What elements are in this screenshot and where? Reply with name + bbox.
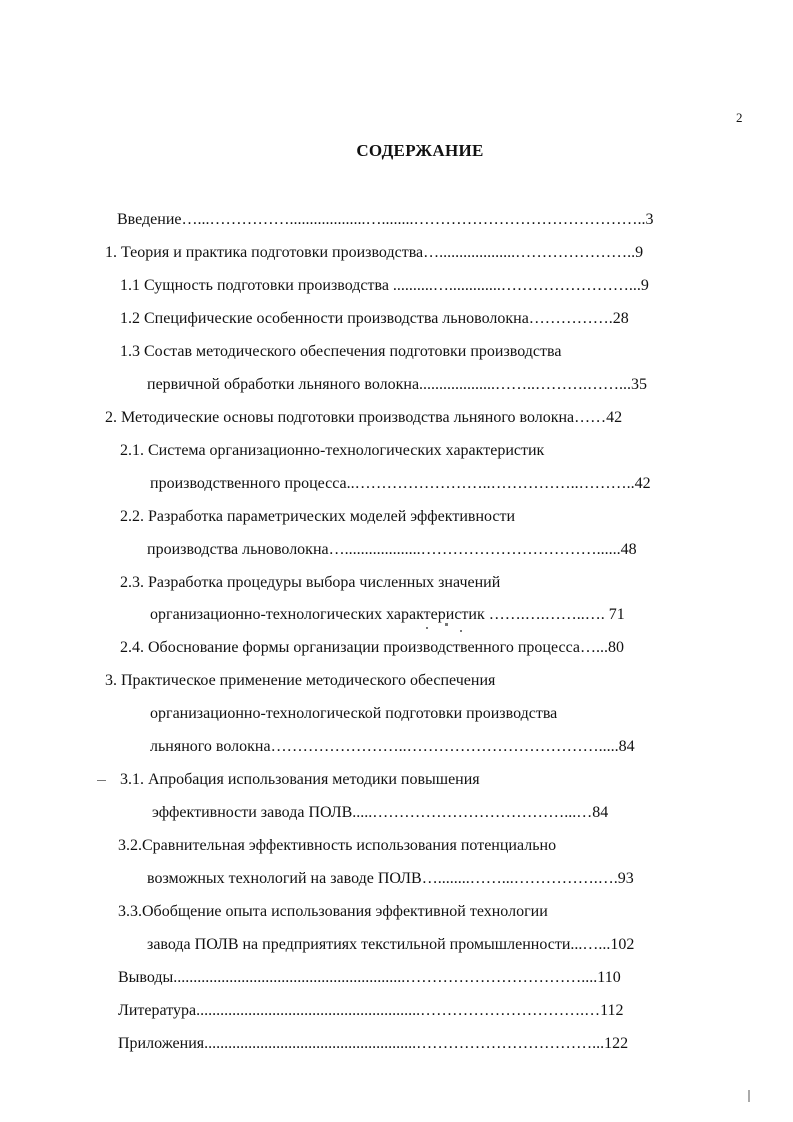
toc-entry-section-1-1: 1.1 Сущность подготовки производства ..........….............……………………...9: [120, 277, 649, 294]
toc-entry-section-1-3-cont: первичной обработки льняного волокна...................……..……….……...35: [147, 376, 648, 393]
toc-entry-section-1-3: 1.3 Состав методического обеспечения подготовки производства: [120, 343, 562, 360]
toc-entry-section-3-1: 3.1. Апробация использования методики повышения: [120, 771, 480, 788]
toc-entry-chapter-1: 1. Теория и практика подготовки производства…...................…………………..9: [105, 244, 644, 261]
toc-entry-section-2-4: 2.4. Обоснование формы организации производственного процесса…...80: [120, 639, 624, 656]
page-number: 2: [736, 110, 743, 125]
scan-speck: [426, 627, 428, 629]
scan-speck: [445, 623, 448, 626]
toc-entry-section-2-2-cont: производства льноволокна…...................……………………………......48: [147, 541, 637, 558]
toc-entry-section-2-2: 2.2. Разработка параметрических моделей эффективности: [120, 508, 516, 525]
page-title: СОДЕРЖАНИЕ: [356, 141, 484, 160]
scan-speck: [460, 630, 462, 632]
toc-entry-chapter-3-cont-2: льняного волокна……………………..……………………………….....84: [150, 738, 635, 755]
toc-entry-conclusions: Выводы..........................................................……………………………....110: [118, 969, 621, 986]
toc-entry-literature: Литература........................................................………………………….…112: [118, 1002, 624, 1019]
toc-entry-appendices: Приложения.....................................................……………………………...122: [118, 1035, 629, 1052]
toc-entry-section-2-3-cont: организационно-технологических характеристик …….….……..…. 71: [150, 606, 625, 623]
toc-entry-chapter-3-cont-1: организационно-технологической подготовки производства: [150, 705, 558, 722]
toc-entry-section-1-2: 1.2 Специфические особенности производства льноволокна…………….28: [120, 310, 629, 327]
toc-entry-section-3-2-cont: возможных технологий на заводе ПОЛВ…........……...…………….….93: [147, 870, 634, 887]
toc-entry-section-3-3: 3.3.Обобщение опыта использования эффективной технологии: [118, 903, 548, 920]
toc-entry-section-3-1-cont: эффективности завода ПОЛВ.....………………………………...…84: [152, 804, 609, 821]
toc-entry-section-2-3: 2.3. Разработка процедуры выбора численных значений: [120, 574, 501, 591]
toc-entry-chapter-2: 2. Методические основы подготовки производства льняного волокна……42: [105, 409, 623, 426]
toc-entry-section-2-1: 2.1. Система организационно-технологических характеристик: [120, 442, 545, 459]
scan-mark: [97, 780, 106, 781]
toc-entry-section-3-2: 3.2.Сравнительная эффективность использования потенциально: [118, 837, 557, 854]
toc-entry-chapter-3: 3. Практическое применение методического обеспечения: [105, 672, 496, 689]
toc-entry-section-3-3-cont: завода ПОЛВ на предприятиях текстильной промышленности...…...102: [147, 936, 635, 953]
scan-mark: [748, 1090, 750, 1102]
toc-entry-section-2-1-cont: производственного процесса..……………………..……………..………..42: [150, 475, 651, 492]
toc-entry-introduction: Введение…...……………...................…........……………………………………..3: [117, 211, 654, 228]
